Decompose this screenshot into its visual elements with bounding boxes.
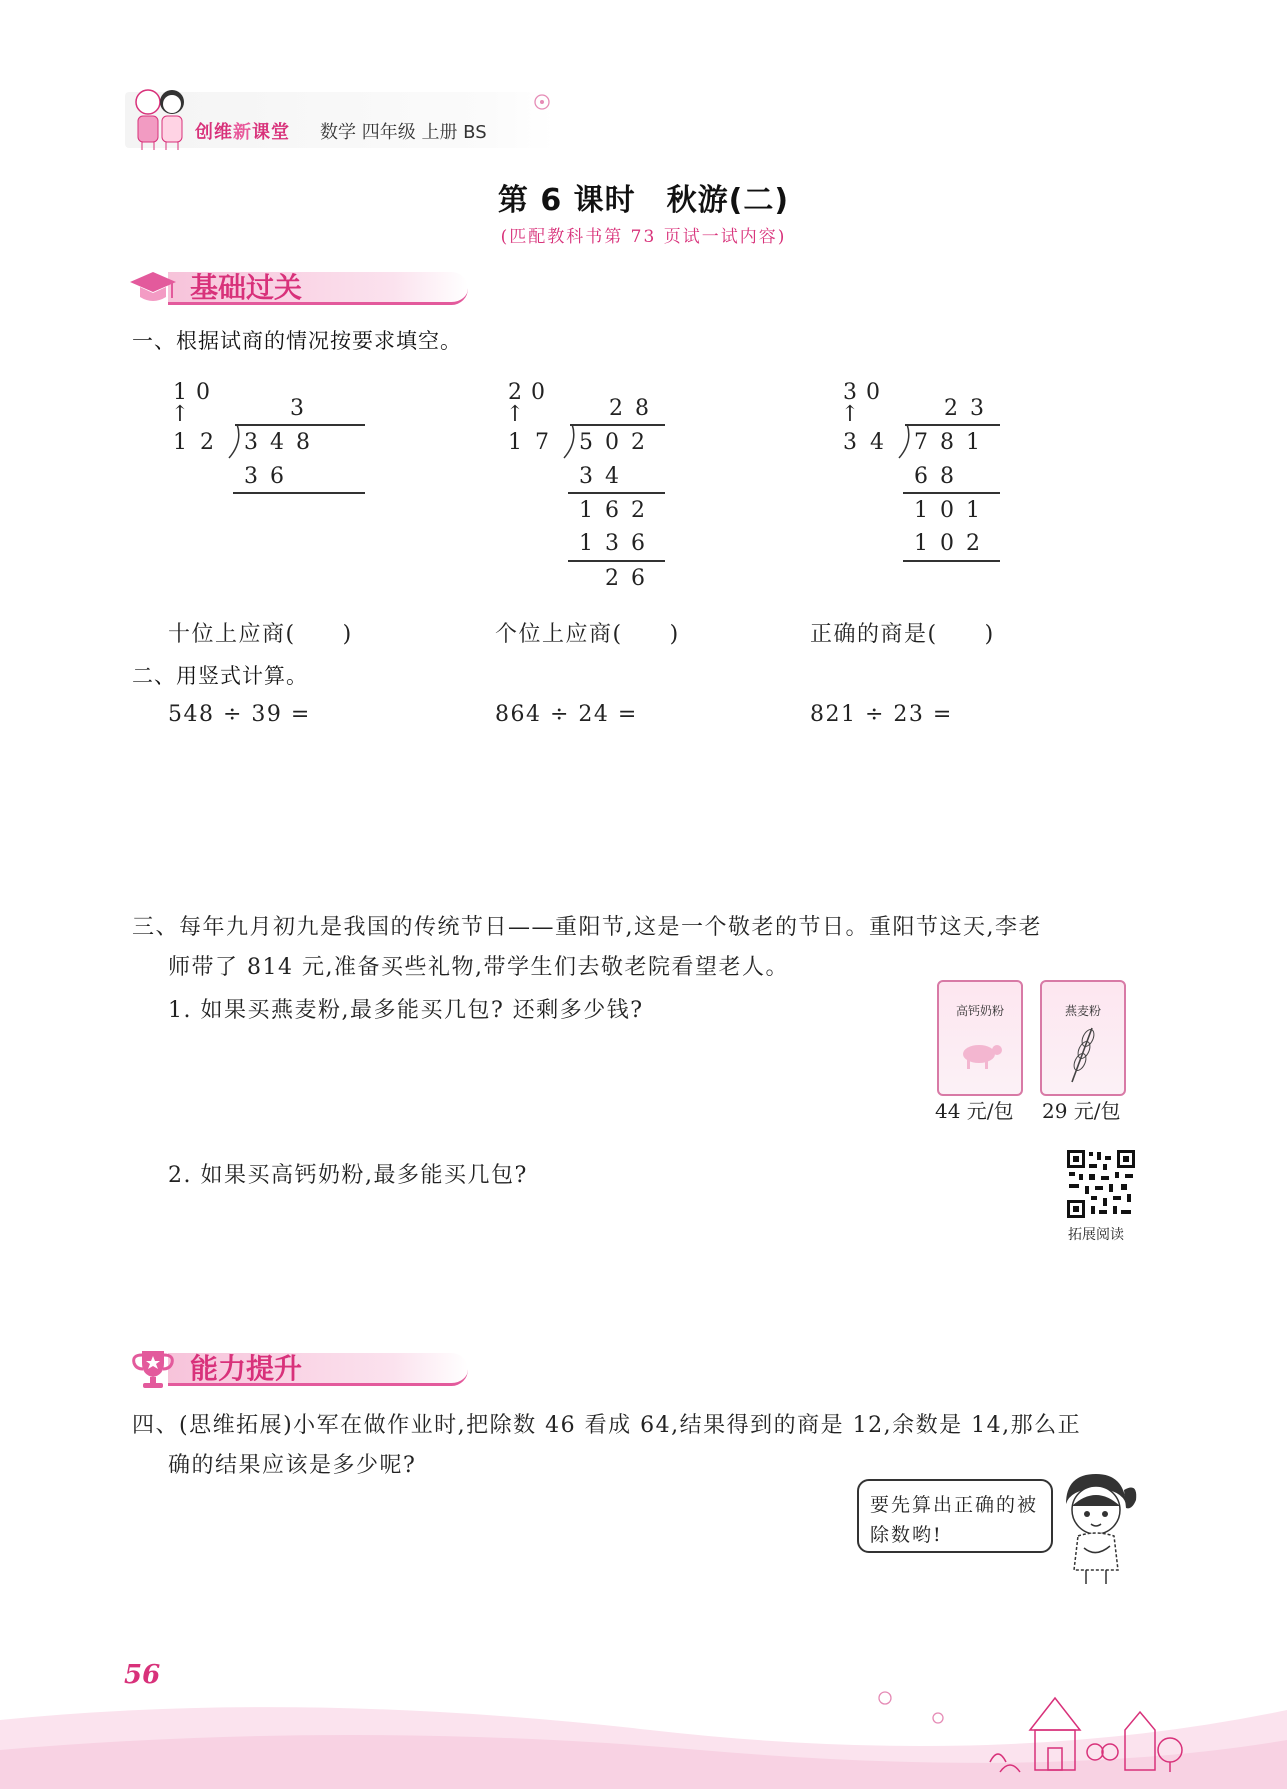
question-3-text-line2: 师带了 814 元,准备买些礼物,带学生们去敬老院看望老人。 (168, 955, 789, 980)
trophy-icon (128, 1345, 178, 1391)
question-2-heading: 二、用竖式计算。 (132, 664, 308, 688)
divisor-digit: 3 (843, 430, 857, 455)
section-title-basic: 基础过关 (190, 271, 303, 304)
expression-1: 548 ÷ 39 = (168, 702, 311, 727)
dividend-digit: 2 (631, 430, 645, 455)
dividend-digit: 8 (940, 430, 954, 455)
kids-illustration (128, 80, 192, 152)
dividend-digit: 7 (914, 430, 928, 455)
speech-bubble-text: 要先算出正确的被除数哟! (870, 1494, 1039, 1546)
subject-grade: 数学 四年级 上册 BS (320, 122, 487, 143)
quotient-digit: 2 (944, 396, 958, 421)
trial-quotient-digit: 1 (173, 380, 187, 405)
divisor-digit: 1 (508, 430, 522, 455)
remainder-digit: 6 (605, 498, 619, 523)
dividend-digit: 0 (605, 430, 619, 455)
product-milk-powder-bag (937, 980, 1023, 1096)
remainder-digit: 1 (966, 498, 980, 523)
trial-quotient-digit: 3 (843, 380, 857, 405)
arrow-up-icon: ↑ (170, 402, 190, 427)
arrow-up-icon: ↑ (840, 402, 860, 427)
answer-blank-quotient[interactable]: 正确的商是( ) (810, 622, 995, 647)
divisor-digit: 2 (200, 430, 214, 455)
product-digit: 0 (940, 531, 954, 556)
remainder-digit: 2 (631, 498, 645, 523)
product-digit: 3 (579, 464, 593, 489)
quotient-digit: 3 (290, 396, 304, 421)
price-milk-powder: 44 元/包 (935, 1099, 1014, 1123)
footer-decoration (0, 1690, 1287, 1789)
cow-icon (957, 1038, 1003, 1070)
question-1-heading: 一、根据试商的情况按要求填空。 (132, 329, 462, 353)
product-name: 燕麦粉 (1064, 1004, 1101, 1018)
remainder-digit: 0 (940, 498, 954, 523)
divisor-digit: 1 (173, 430, 187, 455)
dividend-digit: 5 (579, 430, 593, 455)
question-3-text-line1: 三、每年九月初九是我国的传统节日——重阳节,这是一个敬老的节日。重阳节这天,李老 (132, 915, 1042, 940)
product-digit: 8 (940, 464, 954, 489)
flower-icon (532, 92, 552, 112)
trial-quotient-digit: 0 (866, 380, 880, 405)
product-digit: 6 (631, 531, 645, 556)
product-oat-powder-bag (1040, 980, 1126, 1096)
quotient-digit: 8 (635, 396, 649, 421)
expression-2: 864 ÷ 24 = (495, 702, 638, 727)
page-number: 56 (124, 1660, 161, 1690)
quotient-digit: 2 (609, 396, 623, 421)
product-digit: 3 (605, 531, 619, 556)
expression-3: 821 ÷ 23 = (810, 702, 953, 727)
divisor-digit: 7 (535, 430, 549, 455)
dividend-digit: 8 (296, 430, 310, 455)
girl-illustration (1050, 1470, 1140, 1588)
answer-blank-ones[interactable]: 个位上应商( ) (495, 622, 680, 647)
price-oat-powder: 29 元/包 (1042, 1099, 1121, 1123)
question-4-text-line1: 四、(思维拓展)小军在做作业时,把除数 46 看成 64,结果得到的商是 12,余数是 14,那么正 (132, 1413, 1082, 1438)
section-banner-basic (128, 264, 488, 304)
section-banner-ability (128, 1345, 488, 1385)
qr-label: 拓展阅读 (1068, 1227, 1124, 1243)
answer-blank-tens[interactable]: 十位上应商( ) (168, 622, 353, 647)
dividend-digit: 1 (966, 430, 980, 455)
trial-quotient-digit: 2 (508, 380, 522, 405)
product-digit: 2 (966, 531, 980, 556)
product-digit: 4 (605, 464, 619, 489)
remainder-digit: 6 (631, 566, 645, 591)
question-3-sub2: 2. 如果买高钙奶粉,最多能买几包? (168, 1163, 528, 1188)
graduation-cap-icon (128, 264, 178, 310)
product-name: 高钙奶粉 (955, 1004, 1004, 1018)
arrow-up-icon: ↑ (505, 402, 525, 427)
brand: 创维新课堂 (195, 122, 290, 143)
lesson-title: 第 6 课时 秋游(二) (497, 183, 790, 218)
qr-code-icon[interactable] (1065, 1148, 1137, 1220)
remainder-digit: 1 (579, 498, 593, 523)
dividend-digit: 4 (270, 430, 284, 455)
remainder-digit: 2 (605, 566, 619, 591)
remainder-digit: 1 (914, 498, 928, 523)
trial-quotient-digit: 0 (196, 380, 210, 405)
dividend-digit: 3 (244, 430, 258, 455)
quotient-digit: 3 (970, 396, 984, 421)
question-3-sub1: 1. 如果买燕麦粉,最多能买几包? 还剩多少钱? (168, 998, 644, 1023)
product-digit: 1 (579, 531, 593, 556)
divisor-digit: 4 (870, 430, 884, 455)
question-4-text-line2: 确的结果应该是多少呢? (168, 1453, 417, 1478)
product-digit: 3 (244, 464, 258, 489)
trial-quotient-digit: 0 (531, 380, 545, 405)
product-digit: 1 (914, 531, 928, 556)
lesson-subtitle: (匹配教科书第 73 页试一试内容) (500, 227, 787, 247)
product-digit: 6 (270, 464, 284, 489)
section-title-ability: 能力提升 (190, 1352, 303, 1385)
wheat-icon (1066, 1024, 1100, 1084)
product-digit: 6 (914, 464, 928, 489)
